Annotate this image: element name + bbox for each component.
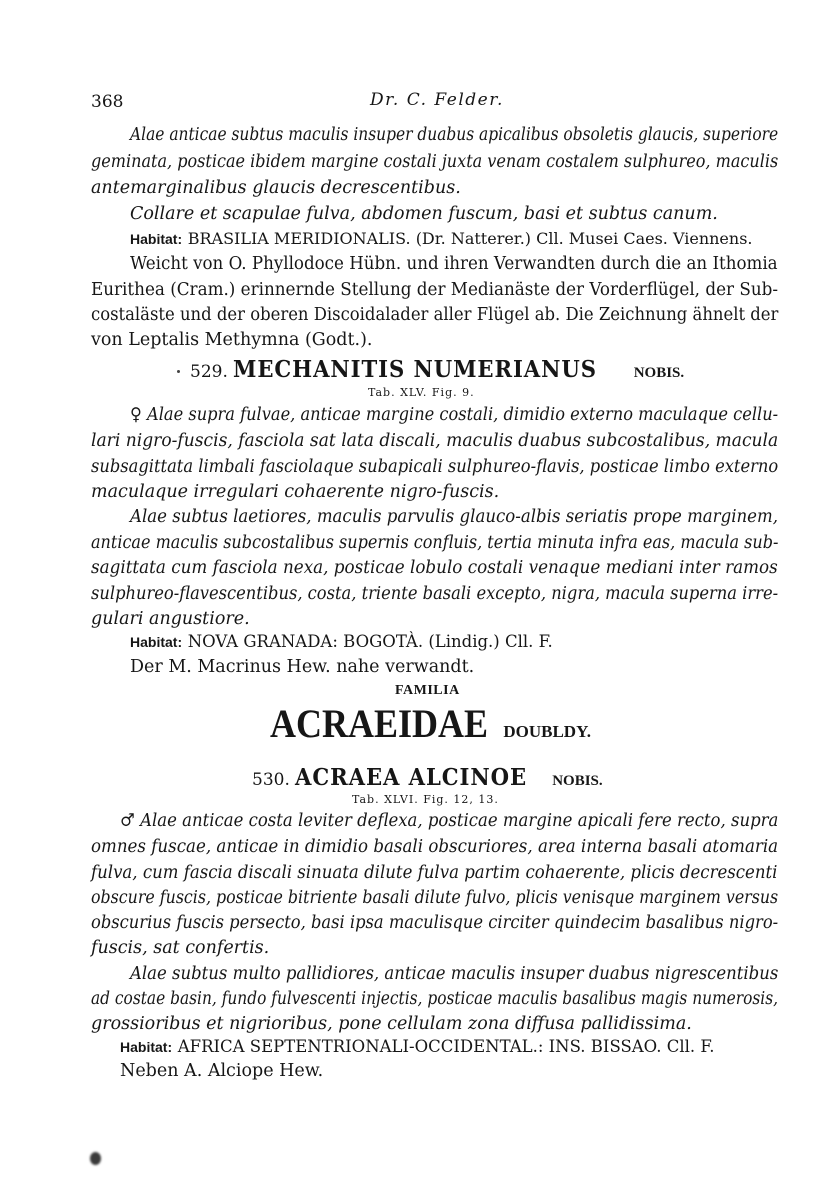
species-desc-line: subsagittata limbali fasciolaque subapicali sulphureo-flavis, posticae limbo externo: [91, 457, 779, 477]
prev-desc-line: antemarginalibus glaucis decrescentibus.: [91, 178, 461, 198]
desc-text: Alae anticae costa leviter deflexa, posticae margine apicali fere recto, supra: [140, 811, 779, 831]
species-author: NOBIS.: [633, 365, 685, 381]
running-head: Dr. C. Felder.: [370, 90, 504, 110]
prev-desc-line: Alae anticae subtus maculis insuper duabus apicalibus obsoletis glaucis, superiore: [130, 125, 779, 145]
species-name: ACRAEA ALCINOE: [294, 764, 527, 791]
species-desc-line: anticae maculis subcostalibus supernis confluis, tertia minuta infra eas, macula sub-: [91, 533, 779, 553]
species-heading-529: [190, 356, 684, 383]
male-symbol: ♂: [120, 811, 135, 831]
plate-reference: Tab. XLVI. Fig. 12, 13.: [352, 793, 499, 806]
species-desc-line: [130, 404, 778, 426]
habitat-text: BRASILIA MERIDIONALIS. (Dr. Natterer.) Cll. Musei Caes. Viennens.: [187, 229, 753, 248]
species-desc-line: sulphureo-flavescentibus, costa, triente basali excepto, nigra, macula superna irre-: [91, 584, 779, 604]
species-remark: Neben A. Alciope Hew.: [120, 1061, 324, 1081]
habitat-label: Habitat:: [130, 231, 183, 247]
family-name: ACRAEIDAE: [270, 701, 489, 746]
ink-blot: [90, 1152, 101, 1165]
species-desc-line: grossioribus et nigrioribus, pone cellulam zona diffusa pallidissima.: [91, 1014, 692, 1034]
species-desc-line: Alae subtus multo pallidiores, anticae maculis insuper duabus nigrescentibus: [130, 964, 779, 984]
female-symbol: ♀: [130, 405, 142, 425]
species-desc-line: Alae subtus laetiores, maculis parvulis glauco-albis seriatis prope marginem,: [130, 507, 778, 527]
species-desc-line: omnes fuscae, anticae in dimidio basali obscuriores, area interna basali atomaria: [91, 837, 779, 857]
species-desc-line: fulva, cum fascia discali sinuata dilute fulva partim cohaerente, plicis decrescenti: [91, 863, 778, 883]
species-number: 529.: [190, 362, 228, 382]
prev-habitat: [130, 228, 753, 250]
species-author: NOBIS.: [552, 773, 603, 789]
species-desc-line: fuscis, sat confertis.: [91, 938, 270, 958]
species-desc-line: obscurius fuscis persecto, basi ipsa maculisque circiter quindecim basalibus nigro-: [91, 913, 779, 933]
species-desc-line: [120, 810, 778, 832]
species-habitat: [120, 1036, 715, 1058]
habitat-label: Habitat:: [120, 1039, 173, 1055]
family-author: DOUBLDY.: [503, 722, 592, 741]
prev-remark-line: von Leptalis Methymna (Godt.).: [91, 330, 373, 350]
species-remark: Der M. Macrinus Hew. nahe verwandt.: [130, 657, 475, 677]
prev-desc-line: Collare et scapulae fulva, abdomen fuscum, basi et subtus canum.: [130, 204, 718, 224]
prev-remark-line: Eurithea (Cram.) erinnernde Stellung der Medianäste der Vorderflügel, der Sub-: [91, 280, 779, 300]
species-habitat: [130, 631, 553, 653]
species-name: MECHANITIS NUMERIANUS: [232, 356, 597, 383]
habitat-text: AFRICA SEPTENTRIONALI-OCCIDENTAL.: INS. BISSAO. Cll. F.: [177, 1037, 715, 1056]
desc-text: Alae supra fulvae, anticae margine costali, dimidio externo maculaque cellu-: [147, 405, 779, 425]
species-number: 530.: [252, 770, 290, 790]
prev-remark-line: Weicht von O. Phyllodoce Hübn. und ihren Verwandten durch die an Ithomia: [130, 254, 778, 274]
family-heading: [270, 700, 591, 747]
species-desc-line: maculaque irregulari cohaerente nigro-fuscis.: [91, 482, 500, 502]
family-label: FAMILIA: [395, 683, 460, 698]
prev-remark-line: costaläste und der oberen Discoidalader aller Flügel ab. Die Zeichnung ähnelt der: [91, 305, 779, 325]
species-heading-530: [252, 764, 603, 791]
page-number: 368: [91, 92, 124, 112]
species-desc-line: lari nigro-fuscis, fasciola sat lata discali, maculis duabus subcostalibus, macula: [91, 431, 779, 451]
species-desc-line: gulari angustiore.: [91, 609, 250, 629]
plate-reference: Tab. XLV. Fig. 9.: [368, 386, 475, 399]
species-desc-line: obscure fuscis, posticae bitriente basali dilute fulvo, plicis venisque marginem versus: [91, 888, 779, 908]
habitat-text: NOVA GRANADA: BOGOTÀ. (Lindig.) Cll. F.: [187, 632, 553, 651]
print-speck: [177, 370, 180, 373]
species-desc-line: sagittata cum fasciola nexa, posticae lobulo costali venaque mediani inter ramos: [91, 558, 778, 578]
species-desc-line: ad costae basin, fundo fulvescenti injectis, posticae maculis basalibus magis numerosis,: [91, 989, 779, 1009]
prev-desc-line: geminata, posticae ibidem margine costali juxta venam costalem sulphureo, maculis: [91, 152, 779, 172]
habitat-label: Habitat:: [130, 634, 183, 650]
